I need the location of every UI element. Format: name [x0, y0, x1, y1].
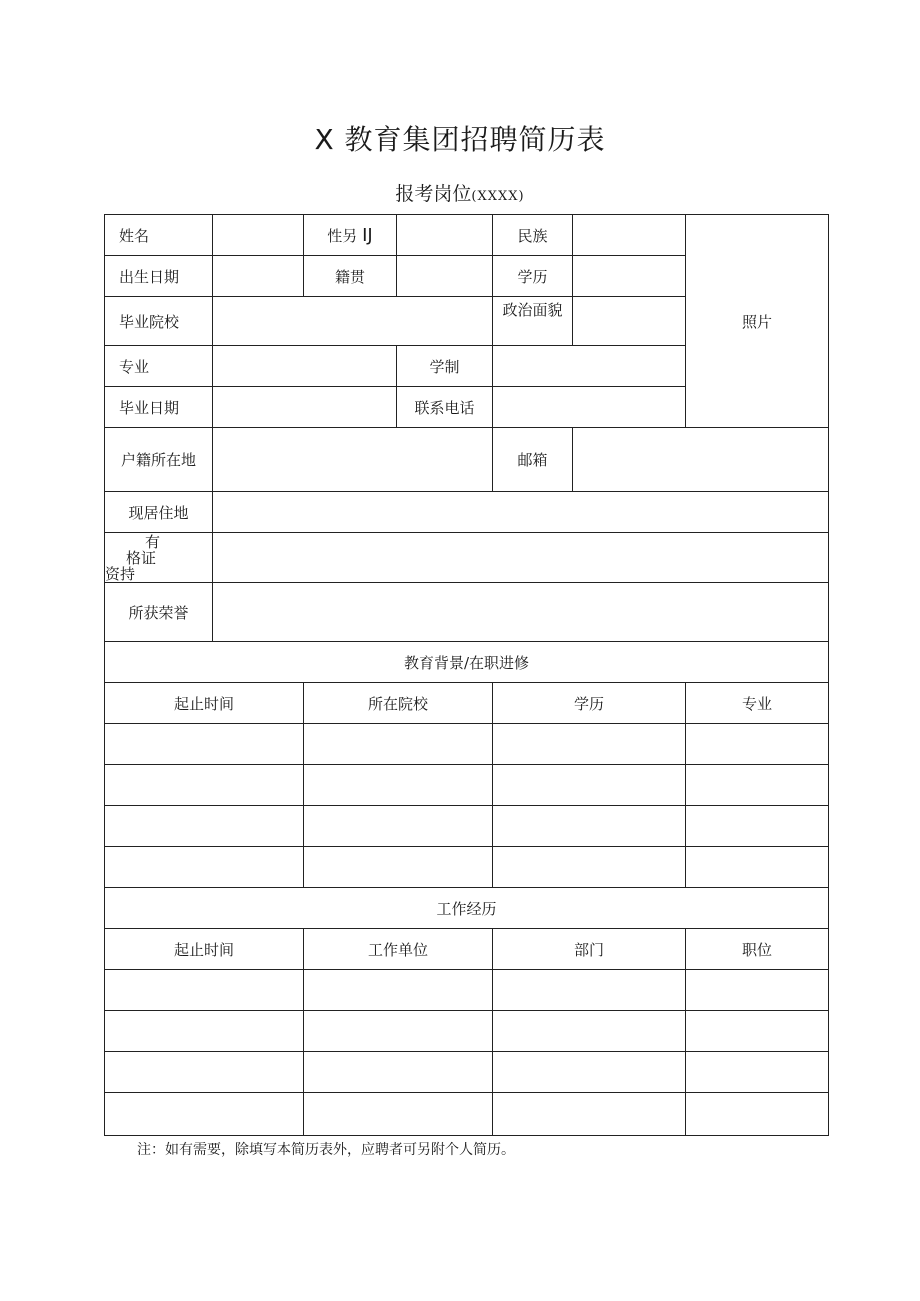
email-label: 邮箱	[493, 428, 573, 492]
work-cell[interactable]	[304, 1011, 493, 1052]
gender-label: 性另 IJ	[304, 215, 397, 256]
work-section-title: 工作经历	[105, 888, 829, 929]
certificates-field[interactable]	[213, 533, 829, 583]
ethnicity-field[interactable]	[573, 215, 686, 256]
position-placeholder: (XXXX)	[471, 189, 525, 204]
work-cell[interactable]	[493, 1093, 686, 1136]
table-row	[105, 847, 829, 888]
education-col-degree: 学历	[493, 683, 686, 724]
position-heading	[0, 179, 920, 206]
work-col-department: 部门	[493, 929, 686, 970]
work-cell[interactable]	[105, 970, 304, 1011]
education-header-row	[105, 683, 829, 724]
education-cell[interactable]	[686, 765, 829, 806]
work-cell[interactable]	[105, 1011, 304, 1052]
work-col-employer: 工作单位	[304, 929, 493, 970]
education-cell[interactable]	[686, 806, 829, 847]
birth-date-field[interactable]	[213, 256, 304, 297]
current-address-field[interactable]	[213, 492, 829, 533]
education-col-school: 所在院校	[304, 683, 493, 724]
table-row	[105, 765, 829, 806]
education-cell[interactable]	[105, 724, 304, 765]
education-cell[interactable]	[686, 847, 829, 888]
education-cell[interactable]	[304, 724, 493, 765]
form-title: X 教育集团招聘简历表	[314, 123, 606, 156]
education-cell[interactable]	[493, 765, 686, 806]
work-cell[interactable]	[493, 1011, 686, 1052]
graduation-date-label: 毕业日期	[105, 387, 213, 428]
work-cell[interactable]	[686, 970, 829, 1011]
table-row	[105, 970, 829, 1011]
political-status-field[interactable]	[573, 297, 686, 346]
work-cell[interactable]	[686, 1011, 829, 1052]
education-cell[interactable]	[493, 806, 686, 847]
work-cell[interactable]	[686, 1052, 829, 1093]
name-label: 姓名	[105, 215, 213, 256]
honors-label: 所获荣誉	[105, 583, 213, 642]
work-cell[interactable]	[304, 970, 493, 1011]
household-location-field[interactable]	[213, 428, 493, 492]
work-cell[interactable]	[105, 1093, 304, 1136]
table-row	[105, 1011, 829, 1052]
work-col-position: 职位	[686, 929, 829, 970]
native-place-field[interactable]	[397, 256, 493, 297]
work-cell[interactable]	[105, 1052, 304, 1093]
table-row	[105, 724, 829, 765]
education-section-title: 教育背景/在职进修	[105, 642, 829, 683]
education-cell[interactable]	[493, 724, 686, 765]
gender-field[interactable]	[397, 215, 493, 256]
schooling-length-label: 学制	[397, 346, 493, 387]
work-header-row	[105, 929, 829, 970]
ethnicity-label: 民族	[493, 215, 573, 256]
honors-field[interactable]	[213, 583, 829, 642]
work-cell[interactable]	[686, 1093, 829, 1136]
education-cell[interactable]	[304, 847, 493, 888]
certificates-label: 有 格证 资持	[105, 533, 213, 583]
current-address-label: 现居住地	[105, 492, 213, 533]
native-place-label: 籍贯	[304, 256, 397, 297]
major-label: 专业	[105, 346, 213, 387]
education-cell[interactable]	[105, 847, 304, 888]
work-col-period: 起止时间	[105, 929, 304, 970]
education-cell[interactable]	[105, 806, 304, 847]
photo-box[interactable]: 照片	[686, 215, 829, 428]
work-cell[interactable]	[304, 1052, 493, 1093]
schooling-length-field[interactable]	[493, 346, 686, 387]
education-cell[interactable]	[304, 806, 493, 847]
birth-date-label: 出生日期	[105, 256, 213, 297]
graduate-school-field[interactable]	[213, 297, 493, 346]
position-label: 报考岗位	[395, 183, 472, 205]
contact-phone-label: 联系电话	[397, 387, 493, 428]
work-cell[interactable]	[493, 970, 686, 1011]
education-cell[interactable]	[493, 847, 686, 888]
education-col-major: 专业	[686, 683, 829, 724]
name-field[interactable]	[213, 215, 304, 256]
graduation-date-field[interactable]	[213, 387, 397, 428]
education-field[interactable]	[573, 256, 686, 297]
education-cell[interactable]	[105, 765, 304, 806]
resume-table	[104, 214, 829, 1136]
work-cell[interactable]	[493, 1052, 686, 1093]
table-row	[105, 1093, 829, 1136]
email-field[interactable]	[573, 428, 829, 492]
table-row	[105, 1052, 829, 1093]
footnote: 注：如有需要，除填写本简历表外，应聘者可另附个人简历。	[137, 1142, 515, 1158]
major-field[interactable]	[213, 346, 397, 387]
household-location-label: 户籍所在地	[105, 428, 213, 492]
education-label: 学历	[493, 256, 573, 297]
education-cell[interactable]	[304, 765, 493, 806]
table-row	[105, 806, 829, 847]
contact-phone-field[interactable]	[493, 387, 686, 428]
graduate-school-label: 毕业院校	[105, 297, 213, 346]
work-cell[interactable]	[304, 1093, 493, 1136]
political-status-label: 政治面貌	[493, 297, 573, 346]
education-cell[interactable]	[686, 724, 829, 765]
education-col-period: 起止时间	[105, 683, 304, 724]
